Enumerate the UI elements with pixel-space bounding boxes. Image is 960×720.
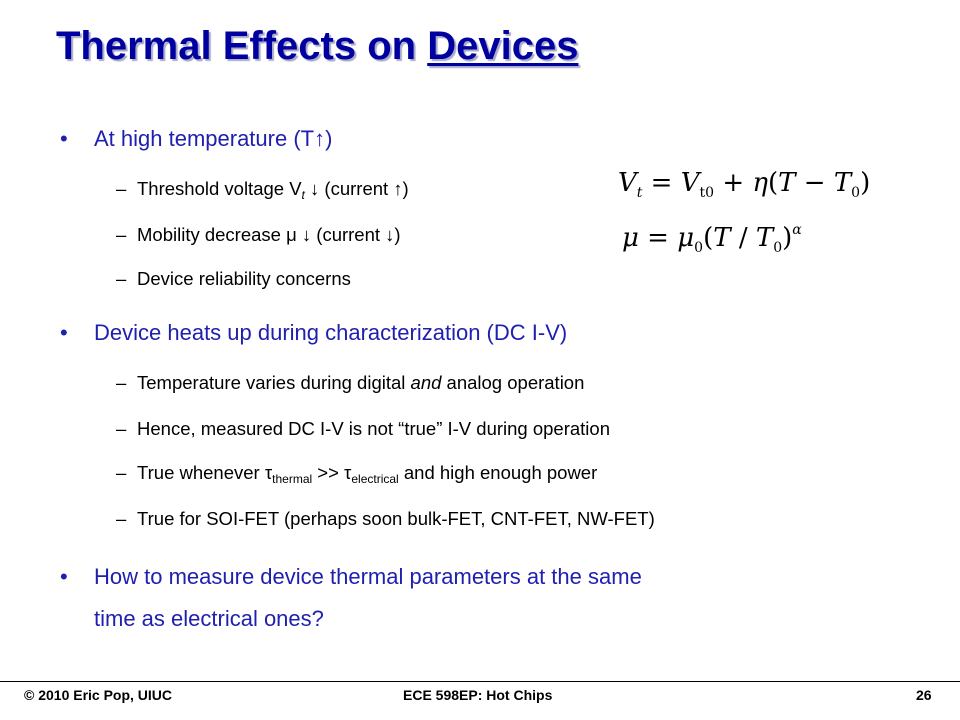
sub-bullet-marker: – [116,462,127,483]
eq-exponent: α [792,222,802,238]
title-prefix: Thermal Effects on [56,24,428,68]
text-part: Temperature varies during digital [137,372,411,393]
sub-bullet-marker: – [116,268,127,289]
bullet-text: Device heats up during characterization (DC I-V) [94,320,568,345]
text-part: Threshold voltage V [137,178,302,199]
eq-subscript: 0 [694,240,704,256]
sub-bullet-marker: – [116,224,127,245]
eq-symbol: μ [622,223,639,253]
sub-bullet-marker: – [116,508,127,529]
eq-paren: ( [767,168,779,198]
eq-symbol: T [713,223,731,253]
eq-subscript: t0 [699,185,715,201]
eq-symbol: T [778,168,796,198]
eq-symbol: η [752,168,768,198]
eq-subscript: t [636,185,643,201]
sub-bullet-text: True for SOI-FET (perhaps soon bulk-FET, CNT-FET, NW-FET) [137,508,655,529]
slide-title [56,24,578,69]
eq-paren: ) [860,168,871,198]
bullet-text: At high temperature (T↑) [94,126,333,151]
eq-symbol: T [755,223,774,253]
eq-symbol: V [618,168,637,198]
sub-bullet-marker: – [116,372,127,393]
text-part: ↓ (current ↑) [304,178,409,199]
eq-subscript: 0 [773,240,783,256]
sub-bullet-text [137,178,409,202]
eq-operator: + [714,168,753,198]
eq-paren: ( [703,223,714,253]
sub-bullet-text: Hence, measured DC I-V is not “true” I-V during operation [137,418,610,439]
eq-operator: − [795,168,834,198]
subscript: thermal [272,472,313,486]
subscript: t [301,188,305,202]
footer-course: ECE 598EP: Hot Chips [403,687,553,703]
bullet-text: How to measure device thermal parameters at the same [94,564,642,589]
sub-bullet-text [137,372,584,394]
sub-bullet-text: Device reliability concerns [137,268,351,289]
eq-paren: ) [782,223,793,253]
bullet-marker: • [60,564,68,589]
subscript: electrical [351,472,399,486]
eq-operator: = [638,223,678,253]
sub-bullet-marker: – [116,178,127,199]
italic-text: and [410,372,442,393]
sub-bullet-text [137,462,597,486]
footer-divider [0,681,960,682]
mobility-equation [622,222,802,256]
eq-operator: = [642,168,681,198]
eq-symbol: T [833,168,852,198]
text-part: and high enough power [398,462,598,483]
threshold-voltage-equation [618,168,870,201]
text-part: True whenever τ [137,462,273,483]
footer-page-number: 26 [916,687,932,703]
eq-operator: / [730,223,756,253]
eq-subscript: 0 [851,185,861,201]
sub-bullet-text: Mobility decrease μ ↓ (current ↓) [137,224,401,245]
text-part: >> τ [312,462,352,483]
bullet-marker: • [60,126,68,151]
text-part: analog operation [441,372,585,393]
bullet-marker: • [60,320,68,345]
footer-copyright: © 2010 Eric Pop, UIUC [24,687,173,703]
sub-bullet-marker: – [116,418,127,439]
eq-symbol: V [680,168,700,198]
title-underlined-word: Devices [427,24,579,68]
eq-symbol: μ [677,223,695,253]
bullet-continuation: time as electrical ones? [94,606,324,631]
